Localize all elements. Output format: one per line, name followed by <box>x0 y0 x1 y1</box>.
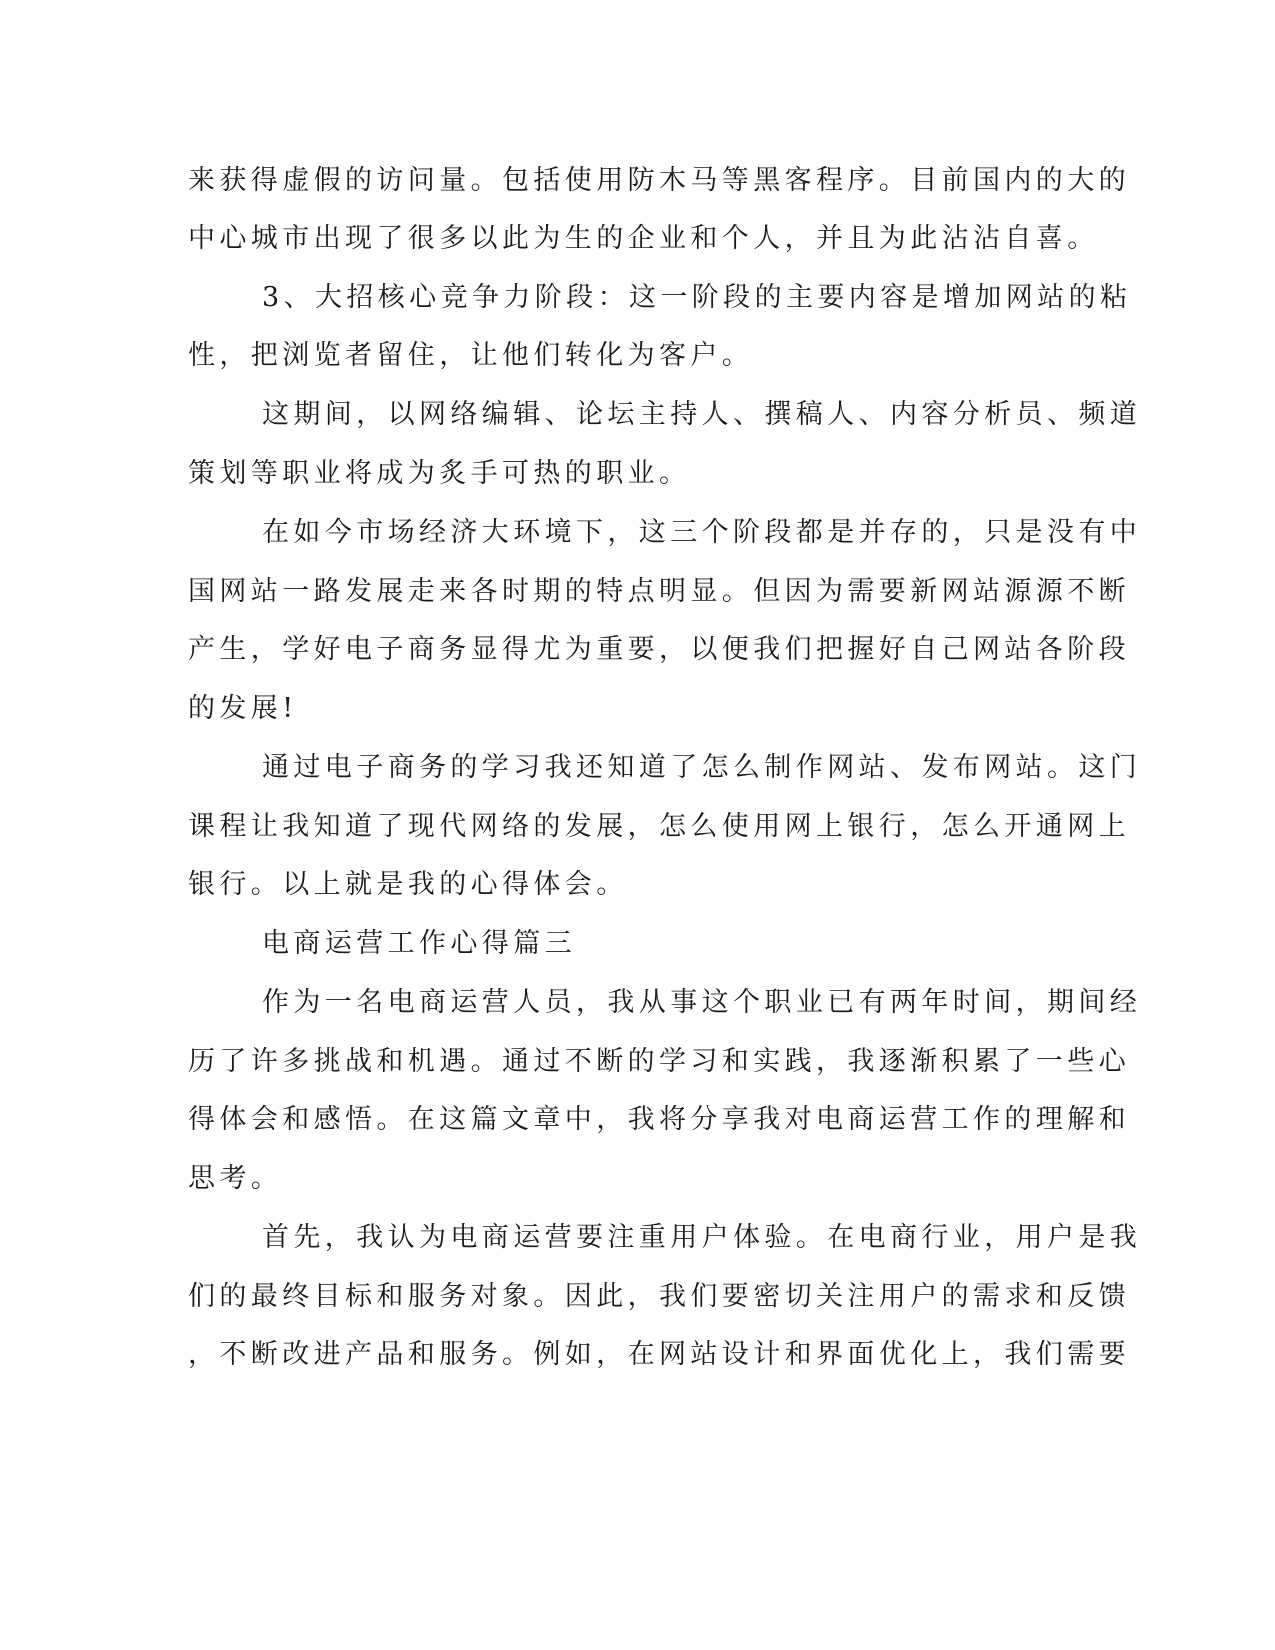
text-line: 在如今市场经济大环境下，这三个阶段都是并存的，只是没有中 <box>262 517 1142 548</box>
text-line: 课程让我知道了现代网络的发展，怎么使用网上银行，怎么开通网上 <box>188 811 1130 842</box>
text-line: 这期间，以网络编辑、论坛主持人、撰稿人、内容分析员、频道 <box>262 399 1142 430</box>
text-line: 作为一名电商运营人员，我从事这个职业已有两年时间，期间经 <box>262 987 1142 1018</box>
text-line: 们的最终目标和服务对象。因此，我们要密切关注用户的需求和反馈 <box>188 1281 1130 1312</box>
text-line: 策划等职业将成为炙手可热的职业。 <box>188 458 691 489</box>
text-line: 3、大招核心竞争力阶段：这一阶段的主要内容是增加网站的粘 <box>262 282 1132 313</box>
text-line: 性，把浏览者留住，让他们转化为客户。 <box>188 340 754 371</box>
text-line: 得体会和感悟。在这篇文章中，我将分享我对电商运营工作的理解和 <box>188 1104 1130 1135</box>
text-line: 首先，我认为电商运营要注重用户体验。在电商行业，用户是我 <box>262 1222 1142 1253</box>
text-line: 产生，学好电子商务显得尤为重要，以便我们把握好自己网站各阶段 <box>188 634 1130 665</box>
text-line: 的发展! <box>188 693 298 724</box>
text-line: ，不断改进产品和服务。例如，在网站设计和界面优化上，我们需要 <box>188 1339 1130 1370</box>
section-heading: 电商运营工作心得篇三 <box>262 928 576 959</box>
text-line: 通过电子商务的学习我还知道了怎么制作网站、发布网站。这门 <box>262 752 1142 783</box>
text-line: 银行。以上就是我的心得体会。 <box>188 869 628 900</box>
text-line: 中心城市出现了很多以此为生的企业和个人，并且为此沾沾自喜。 <box>188 223 1099 254</box>
text-line: 思考。 <box>188 1163 283 1194</box>
text-line: 国网站一路发展走来各时期的特点明显。但因为需要新网站源源不断 <box>188 576 1130 607</box>
text-line: 来获得虚假的访问量。包括使用防木马等黑客程序。目前国内的大的 <box>188 165 1130 196</box>
text-line: 历了许多挑战和机遇。通过不断的学习和实践，我逐渐积累了一些心 <box>188 1046 1130 1077</box>
